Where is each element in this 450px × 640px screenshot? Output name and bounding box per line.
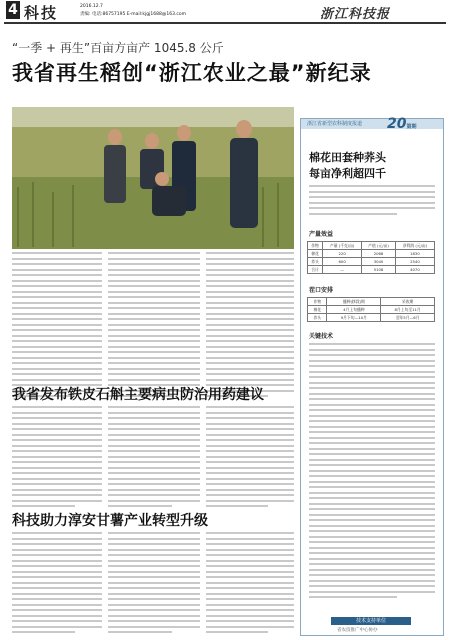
schedule-table-row [308, 306, 435, 314]
sidebar-box [300, 118, 444, 636]
page-number: 4 [6, 1, 20, 19]
rice-field-photo [12, 107, 294, 249]
story2-body-col2 [108, 406, 200, 511]
issue-suffix: 第期 [406, 124, 417, 130]
schedule-td: 9月下旬—10月 [327, 314, 381, 322]
story3-body-col3 [206, 532, 294, 637]
yield-table-header [308, 242, 435, 250]
schedule-td: 翌年5月—6月 [381, 314, 435, 322]
yield-td: 4070 [395, 266, 434, 274]
issue-date: 2016.12.7 [80, 4, 103, 9]
schedule-table-row [308, 314, 435, 322]
sidebar-sub-techniques: 关键技术 [309, 333, 334, 340]
story2-body-col1 [12, 406, 102, 511]
schedule-th: 采收期 [381, 298, 435, 306]
sidebar-issue-number [387, 116, 417, 132]
yield-th: 产量 (千克/亩) [323, 242, 362, 250]
yield-td: 荞头 [308, 258, 323, 266]
lead-photo [12, 107, 294, 249]
yield-td: 220 [323, 250, 362, 258]
yield-table-row [308, 250, 435, 258]
yield-td: 合计 [308, 266, 323, 274]
lead-body-col3 [206, 252, 294, 401]
schedule-table [307, 297, 435, 322]
story3-headline: 科技助力淳安甘薯产业转型升级 [12, 513, 208, 529]
yield-td: 3040 [362, 258, 396, 266]
sidebar-title-line2: 每亩净利超四千 [309, 167, 386, 180]
yield-td: 棉花 [308, 250, 323, 258]
sidebar-sub-yield: 产量效益 [309, 231, 334, 238]
schedule-th: 作物 [308, 298, 327, 306]
lead-body-col1 [12, 252, 102, 401]
yield-td: 2068 [362, 250, 396, 258]
yield-td: 600 [323, 258, 362, 266]
sidebar-footer-badge: 技术支持单位 [331, 617, 411, 625]
yield-table [307, 241, 435, 274]
yield-th: 产值 (元/亩) [362, 242, 396, 250]
lead-body-col2 [108, 252, 200, 401]
editor-contact: 责编: 电话:86757195 E-mail:kjgj1688@163.com [80, 12, 186, 17]
schedule-td: 棉花 [308, 306, 327, 314]
yield-table-row [308, 266, 435, 274]
story2-headline: 我省发布铁皮石斛主要病虫防治用药建议 [12, 387, 264, 403]
yield-td: 1830 [395, 250, 434, 258]
schedule-th: 播种(移栽)期 [327, 298, 381, 306]
story3-body-col2 [108, 532, 200, 637]
schedule-table-header [308, 298, 435, 306]
schedule-td: 8月上旬至11月 [381, 306, 435, 314]
sidebar-logo: 浙江省新型农科制度报道 [307, 121, 363, 127]
sidebar-footer-text: 省农技推广中心协办 [337, 628, 378, 633]
issue-num: 20 [387, 116, 407, 132]
yield-td: 5108 [362, 266, 396, 274]
yield-td: 2540 [395, 258, 434, 266]
story3-body-col1 [12, 532, 102, 637]
schedule-td: 4月上旬播种 [327, 306, 381, 314]
story2-body-col3 [206, 406, 294, 511]
sidebar-tech-body [309, 343, 435, 602]
yield-th: 作物 [308, 242, 323, 250]
yield-th: 净利润 (元/亩) [395, 242, 434, 250]
paper-logo: 浙江科技报 [320, 7, 391, 22]
yield-td: — [323, 266, 362, 274]
lead-headline: 我省再生稻创“浙江农业之最”新纪录 [12, 61, 372, 85]
sidebar-sub-schedule: 茬口安排 [309, 287, 334, 294]
yield-table-row [308, 258, 435, 266]
schedule-td: 荞头 [308, 314, 327, 322]
lead-kicker: “一季 + 再生”百亩方亩产 1045.8 公斤 [12, 41, 224, 55]
header-rule [4, 22, 446, 24]
section-title: 科技 [24, 4, 59, 22]
sidebar-intro [309, 185, 435, 218]
sidebar-title-line1: 棉花田套种荞头 [309, 151, 386, 164]
